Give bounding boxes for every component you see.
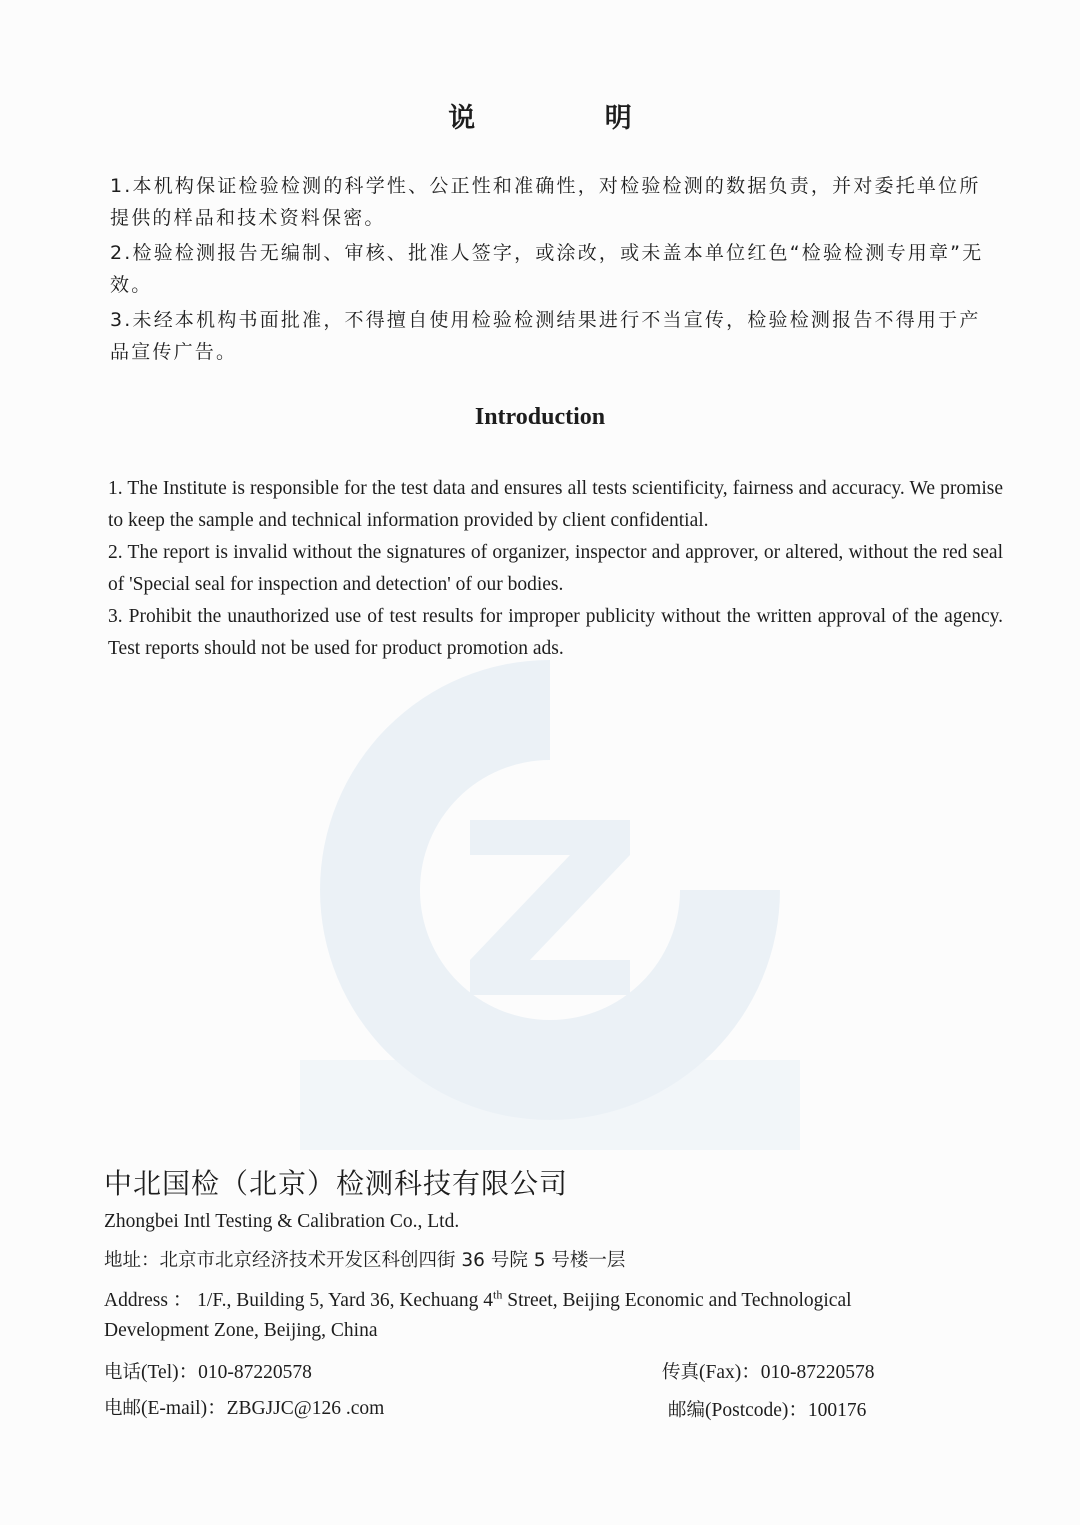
chinese-notes: [110, 170, 1000, 371]
en-note-2: 2. The report is invalid without the signatures of organizer, inspector and approver, or altered, without the red seal of 'Special seal for inspection and detection' of our bodies.: [108, 542, 1003, 595]
chinese-title: 说 明: [448, 103, 692, 134]
fax-label-cn: 传真: [662, 1362, 700, 1383]
en-note-3: 3. Prohibit the unauthorized use of test results for improper publicity without the written approval of the agency. Test reports should not be used for product promotion ads.: [108, 606, 1003, 659]
fax: [662, 1356, 875, 1384]
company-name-english: Zhongbei Intl Testing & Calibration Co., Ltd.: [104, 1211, 460, 1232]
address-english-line1: [104, 1284, 852, 1312]
cn-note-1: 1.本机构保证检验检测的科学性、公正性和准确性，对检验检测的数据负责，并对委托单位所提供的样品和技术资料保密。: [110, 175, 981, 229]
fax-label-en: (Fax)：: [699, 1362, 761, 1383]
post-label-cn: 邮编: [668, 1400, 706, 1421]
address-en-part2: Street, Beijing Economic and Technological: [502, 1290, 852, 1311]
tel-label-en: (Tel)：: [141, 1362, 199, 1383]
post-label-en: (Postcode)：: [705, 1400, 808, 1421]
cn-note-2: 2.检验检测报告无编制、审核、批准人签字，或涂改，或未盖本单位红色“检验检测专用章”无效。: [110, 242, 984, 296]
email-label-en: (E-mail)：: [141, 1398, 227, 1419]
address-en-sup: th: [493, 1287, 503, 1302]
cn-note-3: 3.未经本机构书面批准，不得擅自使用检验检测结果进行不当宣传，检验检测报告不得用于产品宣传广告。: [110, 309, 981, 363]
email-label-cn: 电邮: [104, 1398, 142, 1419]
address-en-label: Address ：: [104, 1290, 193, 1311]
tel-label-cn: 电话: [104, 1362, 142, 1383]
company-name-chinese: 中北国检（北京）检测科技有限公司: [104, 1167, 569, 1200]
address-english-line2: Development Zone, Beijing, China: [104, 1320, 378, 1341]
en-note-1: 1. The Institute is responsible for the test data and ensures all tests scientificity, fairness and accuracy. We promise to keep the sample and technical information provided by client confidential.: [108, 478, 1003, 531]
address-cn-value: 北京市北京经济技术开发区科创四街 36 号院 5 号楼一层: [159, 1250, 626, 1271]
english-title: Introduction: [474, 404, 606, 430]
company-logo-watermark: [300, 640, 800, 1160]
address-en-part1: 1/F., Building 5, Yard 36, Kechuang 4: [197, 1290, 493, 1311]
english-notes: [108, 473, 1003, 665]
address-chinese: [104, 1246, 625, 1272]
email-value: ZBGJJC@126 .com: [226, 1398, 385, 1419]
fax-value: 010-87220578: [760, 1362, 875, 1383]
postcode-value: 100176: [807, 1400, 867, 1421]
address-cn-label: 地址：: [104, 1250, 160, 1271]
postcode: [668, 1394, 866, 1422]
telephone: [104, 1356, 312, 1384]
tel-value: 010-87220578: [198, 1362, 312, 1383]
email: [104, 1392, 384, 1420]
